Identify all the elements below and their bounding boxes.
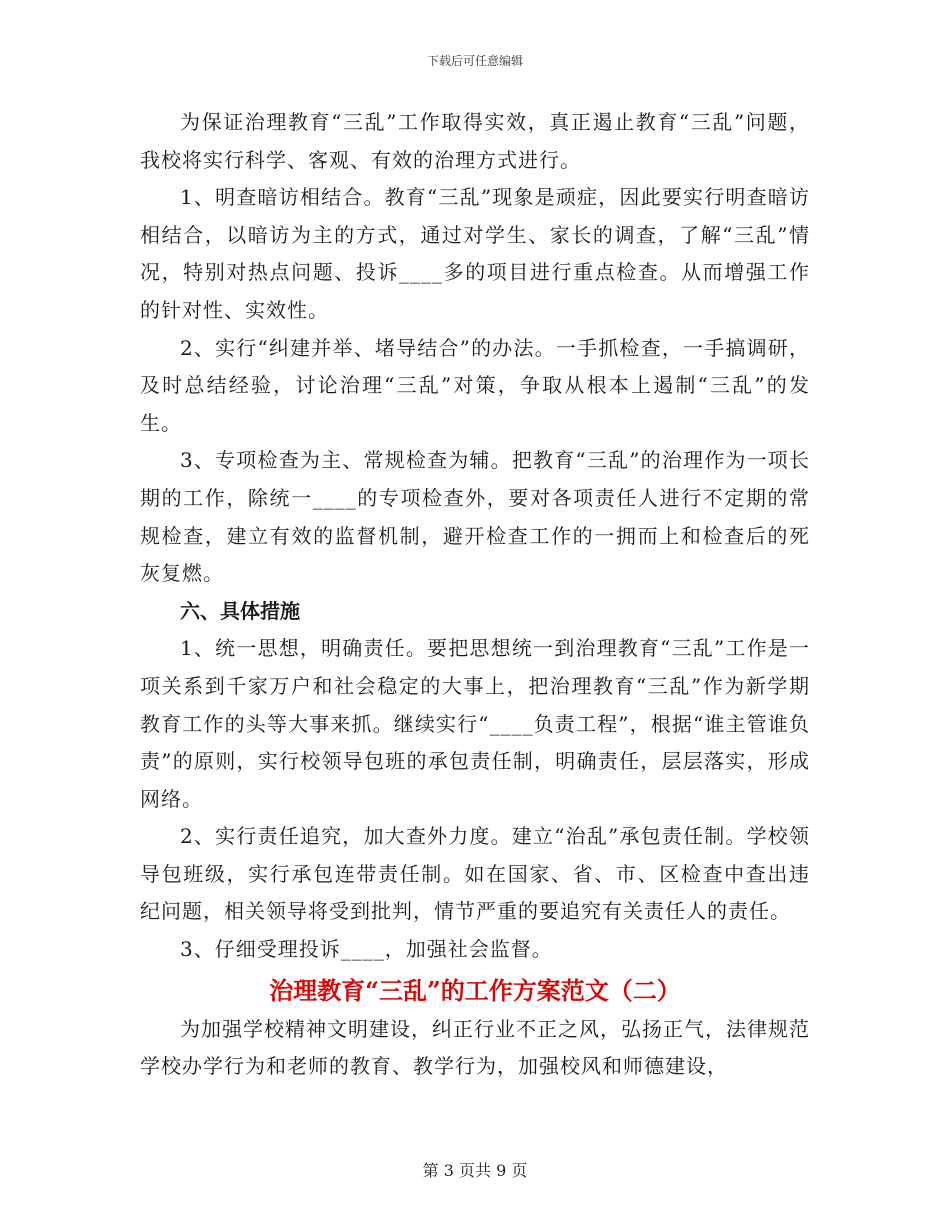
paragraph-item-3: 3、专项检查为主、常规检查为辅。把教育“三乱”的治理作为一项长期的工作，除统一____的专项检查外，要对各项责任人进行不定期的常规检查，建立有效的监督机制，避开检查工作的一拥而上和检查后的死灰复燃。 [140,448,810,586]
paragraph-intro: 为保证治理教育“三乱”工作取得实效，真正遏止教育“三乱”问题，我校将实行科学、客观、有效的治理方式进行。 [140,110,810,172]
paragraph-item-2: 2、实行“纠建并举、堵导结合”的办法。一手抓检查，一手搞调研，及时总结经验，讨论治理“三乱”对策，争取从根本上遏制“三乱”的发生。 [140,335,810,435]
document-title: 治理教育“三乱”的工作方案范文（二） [269,975,681,1005]
paragraph-measure-2: 2、实行责任追究，加大查外力度。建立“治乱”承包责任制。学校领导包班级，实行承包连带责任制。如在国家、省、市、区检查中查出违纪问题，相关领导将受到批判，情节严重的要追究有关责任人的责任。 [140,824,810,924]
paragraph-measure-1: 1、统一思想，明确责任。要把思想统一到治理教育“三乱”工作是一项关系到千家万户和社会稳定的大事上，把治理教育“三乱”作为新学期教育工作的头等大事来抓。继续实行“____负责工程”，根据“谁主管谁负责”的原则，实行校领导包班的承包责任制，明确责任，层层落实，形成网络。 [140,636,810,811]
document-body [140,104,810,1086]
paragraph-second-intro: 为加强学校精神文明建设，纠正行业不正之风，弘扬正气，法律规范学校办学行为和老师的教育、教学行为，加强校风和师德建设， [140,1016,810,1079]
paragraph-item-1: 1、明查暗访相结合。教育“三乱”现象是顽症，因此要实行明查暗访相结合，以暗访为主的方式，通过对学生、家长的调查，了解“三乱”情况，特别对热点问题、投诉____多的项目进行重点检查。从而增强工作的针对性、实效性。 [140,185,810,322]
section-heading: 六、具体措施 [180,598,300,623]
paragraph-measure-3: 3、仔细受理投诉____，加强社会监督。 [180,937,553,962]
page-header: 下载后可任意编辑 [426,54,523,68]
page-number: 第 3 页共 9 页 [422,1161,528,1180]
